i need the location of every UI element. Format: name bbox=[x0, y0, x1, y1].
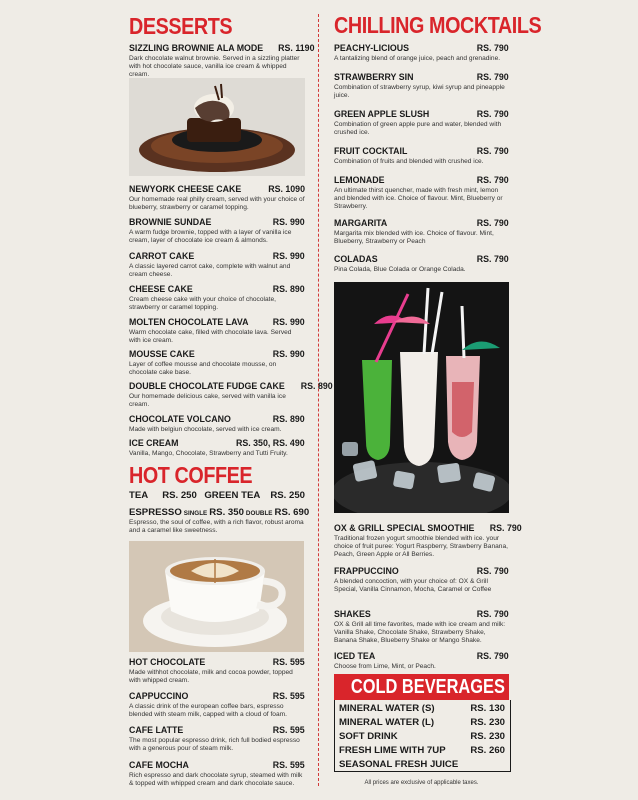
menu-item bbox=[129, 725, 305, 753]
menu-item bbox=[334, 254, 509, 274]
item-name: CAFE LATTE bbox=[129, 725, 184, 736]
item-price: RS. 990 bbox=[273, 251, 305, 262]
item-price: RS. 990 bbox=[273, 317, 305, 328]
item-name: ICE CREAM bbox=[129, 438, 179, 449]
item-price: RS. 790 bbox=[477, 218, 509, 229]
item-name: DOUBLE CHOCOLATE FUDGE CAKE bbox=[129, 381, 285, 392]
item-price: RS. 350, RS. 490 bbox=[236, 438, 305, 449]
item-name: CARROT CAKE bbox=[129, 251, 195, 262]
menu-item bbox=[334, 175, 509, 212]
item-price: RS. 890 bbox=[273, 414, 305, 425]
mocktails-photo bbox=[334, 282, 509, 513]
item-name: CHEESE CAKE bbox=[129, 284, 193, 295]
item-name: PEACHY-LICIOUS bbox=[334, 43, 410, 54]
item-name: MINERAL WATER (L) bbox=[339, 717, 435, 728]
item-price: RS. 790 bbox=[477, 72, 509, 83]
item-price: RS. 890 bbox=[273, 284, 305, 295]
menu-item bbox=[334, 566, 509, 594]
item-price: RS. 1090 bbox=[268, 184, 305, 195]
item-name: GREEN TEA bbox=[204, 490, 261, 501]
menu-item bbox=[129, 438, 305, 458]
item-price: RS. 890 bbox=[301, 381, 333, 392]
item-desc: Vanilla, Mango, Chocolate, Strawberry and Tutti Fruity. bbox=[129, 450, 288, 457]
menu-item bbox=[334, 609, 509, 646]
item-price: RS. 595 bbox=[273, 760, 305, 771]
mocktails-title: CHILLING MOCKTAILS bbox=[334, 12, 542, 38]
column-divider bbox=[318, 14, 319, 786]
item-desc: Layer of coffee mousse and chocolate mousse, on chocolate cake base. bbox=[129, 361, 277, 377]
menu-item bbox=[334, 43, 509, 63]
list-item bbox=[339, 731, 505, 742]
item-name: ESPRESSO bbox=[129, 507, 182, 518]
item-price: RS. 790 bbox=[477, 43, 509, 54]
item-desc: Combination of strawberry syrup, kiwi syrup and pineapple juice. bbox=[334, 84, 505, 100]
item-price: RS. 990 bbox=[273, 217, 305, 228]
list-item bbox=[339, 745, 505, 756]
item-name: CAFE MOCHA bbox=[129, 760, 189, 771]
cold-beverages-box bbox=[334, 700, 511, 772]
item-price: RS. 350 bbox=[209, 507, 244, 518]
item-desc: OX & Grill all time favorites, made with ice cream and milk: Vanilla Shake, Chocolate Shake, Strawberry Shake, Banana Shake, Blueberry Shake or Mango Shake. bbox=[334, 621, 506, 645]
item-price: RS. 790 bbox=[477, 175, 509, 186]
item-desc: Dark chocolate walnut brownie. Served in a sizzling platter with hot chocolate sauce, vanilla ice cream & whipped cream. bbox=[129, 55, 300, 79]
item-name: SEASONAL FRESH JUICE bbox=[339, 759, 459, 770]
item-price: RS. 595 bbox=[273, 725, 305, 736]
hot-coffee-title: HOT COFFEE bbox=[129, 462, 253, 488]
item-price: RS. 250 bbox=[270, 490, 305, 501]
item-name: FRUIT COCKTAIL bbox=[334, 146, 408, 157]
item-price: RS. 790 bbox=[477, 566, 509, 577]
item-name: SIZZLING BROWNIE ALA MODE bbox=[129, 43, 264, 54]
item-desc: An ultimate thirst quencher, made with fresh mint, lemon and blended with ice. Choice of flavour. Mint, Blueberry or Strawberry. bbox=[334, 187, 503, 211]
item-price: RS. 790 bbox=[477, 609, 509, 620]
cold-beverages-title: COLD BEVERAGES bbox=[350, 676, 505, 698]
item-desc: Combination of green apple pure and water, blended with crushed ice. bbox=[334, 121, 502, 137]
menu-item bbox=[129, 414, 305, 434]
item-desc: A classic drink of the european coffee bars, espresso blended with steam milk, capped with a cloud of foam. bbox=[129, 703, 287, 719]
item-name: OX & GRILL SPECIAL SMOOTHIE bbox=[334, 523, 475, 534]
sizzling-brownie-photo bbox=[129, 78, 305, 176]
menu-item bbox=[129, 317, 305, 345]
item-desc: The most popular espresso drink, rich full bodied espresso with a generous pour of steam milk. bbox=[129, 737, 300, 753]
menu-item bbox=[334, 651, 509, 671]
menu-item-tea-row bbox=[129, 490, 305, 501]
item-desc: A warm fudge brownie, topped with a layer of vanilla ice cream, layer of chocolate ice cream & almonds. bbox=[129, 229, 292, 245]
item-desc: Cream cheese cake with your choice of chocolate, strawberry or caramel topping. bbox=[129, 296, 276, 312]
item-price: RS. 790 bbox=[477, 146, 509, 157]
item-desc: Pina Colada, Blue Colada or Orange Colada. bbox=[334, 266, 466, 273]
item-name: CHOCOLATE VOLCANO bbox=[129, 414, 231, 425]
item-name: FRESH LIME WITH 7UP bbox=[339, 745, 446, 756]
item-name: MOUSSE CAKE bbox=[129, 349, 195, 360]
item-price: RS. 250 bbox=[162, 490, 197, 501]
menu-item bbox=[129, 691, 305, 719]
menu-item bbox=[334, 72, 509, 100]
double-label: DOUBLE bbox=[245, 510, 273, 517]
menu-item bbox=[129, 760, 305, 788]
item-name: TEA bbox=[129, 490, 149, 501]
item-desc: Traditional frozen yogurt smoothie blended with ice. your choice of fruit puree: Yogurt Raspberry, Strawberry Banana, Peach, Green Apple or All Berries. bbox=[334, 535, 508, 559]
item-name: MARGARITA bbox=[334, 218, 388, 229]
item-desc: Rich espresso and dark chocolate syrup, steamed with milk & topped with whipped cream and dark chocolate sauce. bbox=[129, 772, 303, 788]
item-price: RS. 1190 bbox=[278, 43, 315, 54]
menu-item bbox=[129, 217, 305, 245]
item-desc: Our homemade real philly cream, served with your choice of blueberry, strawberry or caramel topping. bbox=[129, 196, 305, 212]
item-desc: A classic layered carrot cake, complete with walnut and cream cheese. bbox=[129, 263, 291, 279]
list-item bbox=[339, 759, 505, 770]
item-desc: Made with belgiun chocolate, served with ice cream. bbox=[129, 426, 282, 433]
item-price: RS. 790 bbox=[477, 651, 509, 662]
latte-art-photo bbox=[129, 541, 304, 652]
item-price: RS. 230 bbox=[470, 717, 505, 728]
item-name: HOT CHOCOLATE bbox=[129, 657, 206, 668]
item-name: COLADAS bbox=[334, 254, 378, 265]
item-desc: A tantalizing blend of orange juice, peach and grenadine. bbox=[334, 55, 501, 62]
item-desc: Espresso, the soul of coffee, with a rich flavor, robust aroma and a caramel like sweetness. bbox=[129, 519, 304, 535]
item-name: SOFT DRINK bbox=[339, 731, 398, 742]
item-name: SHAKES bbox=[334, 609, 371, 620]
item-name: LEMONADE bbox=[334, 175, 385, 186]
item-desc: Made withhot chocolate, milk and cocoa powder, topped with whipped cream. bbox=[129, 669, 293, 685]
item-name: FRAPPUCCINO bbox=[334, 566, 399, 577]
menu-item bbox=[129, 657, 305, 685]
item-price: RS. 790 bbox=[489, 523, 522, 534]
menu-item bbox=[334, 523, 522, 560]
item-name: NEWYORK CHEESE CAKE bbox=[129, 184, 242, 195]
list-item bbox=[339, 703, 505, 714]
item-price: RS. 990 bbox=[273, 349, 305, 360]
item-price: RS. 230 bbox=[470, 731, 505, 742]
tax-note: All prices are exclusive of applicable taxes. bbox=[364, 780, 479, 786]
menu-item bbox=[334, 218, 509, 246]
menu-item bbox=[334, 109, 509, 137]
item-name: MINERAL WATER (S) bbox=[339, 703, 435, 714]
item-desc: Choose from Lime, Mint, or Peach. bbox=[334, 663, 436, 670]
cold-beverages-banner bbox=[334, 674, 509, 700]
item-desc: Our homemade delicious cake, served with vanilla ice cream. bbox=[129, 393, 286, 409]
single-label: SINGLE bbox=[183, 510, 208, 517]
item-desc: Combination of fruits and blended with crushed ice. bbox=[334, 158, 484, 165]
menu-item bbox=[129, 284, 305, 312]
menu-item bbox=[129, 381, 333, 409]
item-price: RS. 790 bbox=[477, 109, 509, 120]
item-name: MOLTEN CHOCOLATE LAVA bbox=[129, 317, 249, 328]
item-price: RS. 595 bbox=[273, 657, 305, 668]
menu-item bbox=[129, 184, 305, 212]
item-price: RS. 790 bbox=[477, 254, 509, 265]
item-desc: Margarita mix blended with ice. Choice of flavour. Mint, Blueberry, Strawberry or Peach bbox=[334, 230, 494, 246]
menu-item bbox=[129, 251, 305, 279]
item-name: GREEN APPLE SLUSH bbox=[334, 109, 430, 120]
item-name: ICED TEA bbox=[334, 651, 376, 662]
item-price: RS. 690 bbox=[274, 507, 310, 518]
item-desc: Warm chocolate cake, filled with chocolate lava. Served with ice cream. bbox=[129, 329, 292, 345]
item-price: RS. 595 bbox=[273, 691, 305, 702]
menu-item-espresso bbox=[129, 507, 310, 535]
item-name: CAPPUCCINO bbox=[129, 691, 189, 702]
desserts-title: DESSERTS bbox=[129, 13, 233, 39]
item-name: STRAWBERRY SIN bbox=[334, 72, 414, 83]
item-name: BROWNIE SUNDAE bbox=[129, 217, 212, 228]
list-item bbox=[339, 717, 505, 728]
menu-item bbox=[129, 349, 305, 377]
menu-item bbox=[129, 43, 315, 80]
item-price: RS. 260 bbox=[470, 745, 505, 756]
item-desc: A blended concoction, with your choice of: OX & Grill Special, Vanilla Cinnamon, Mocha, Caramel or Coffee bbox=[334, 578, 492, 594]
menu-item bbox=[334, 146, 509, 166]
item-price: RS. 130 bbox=[470, 703, 505, 714]
